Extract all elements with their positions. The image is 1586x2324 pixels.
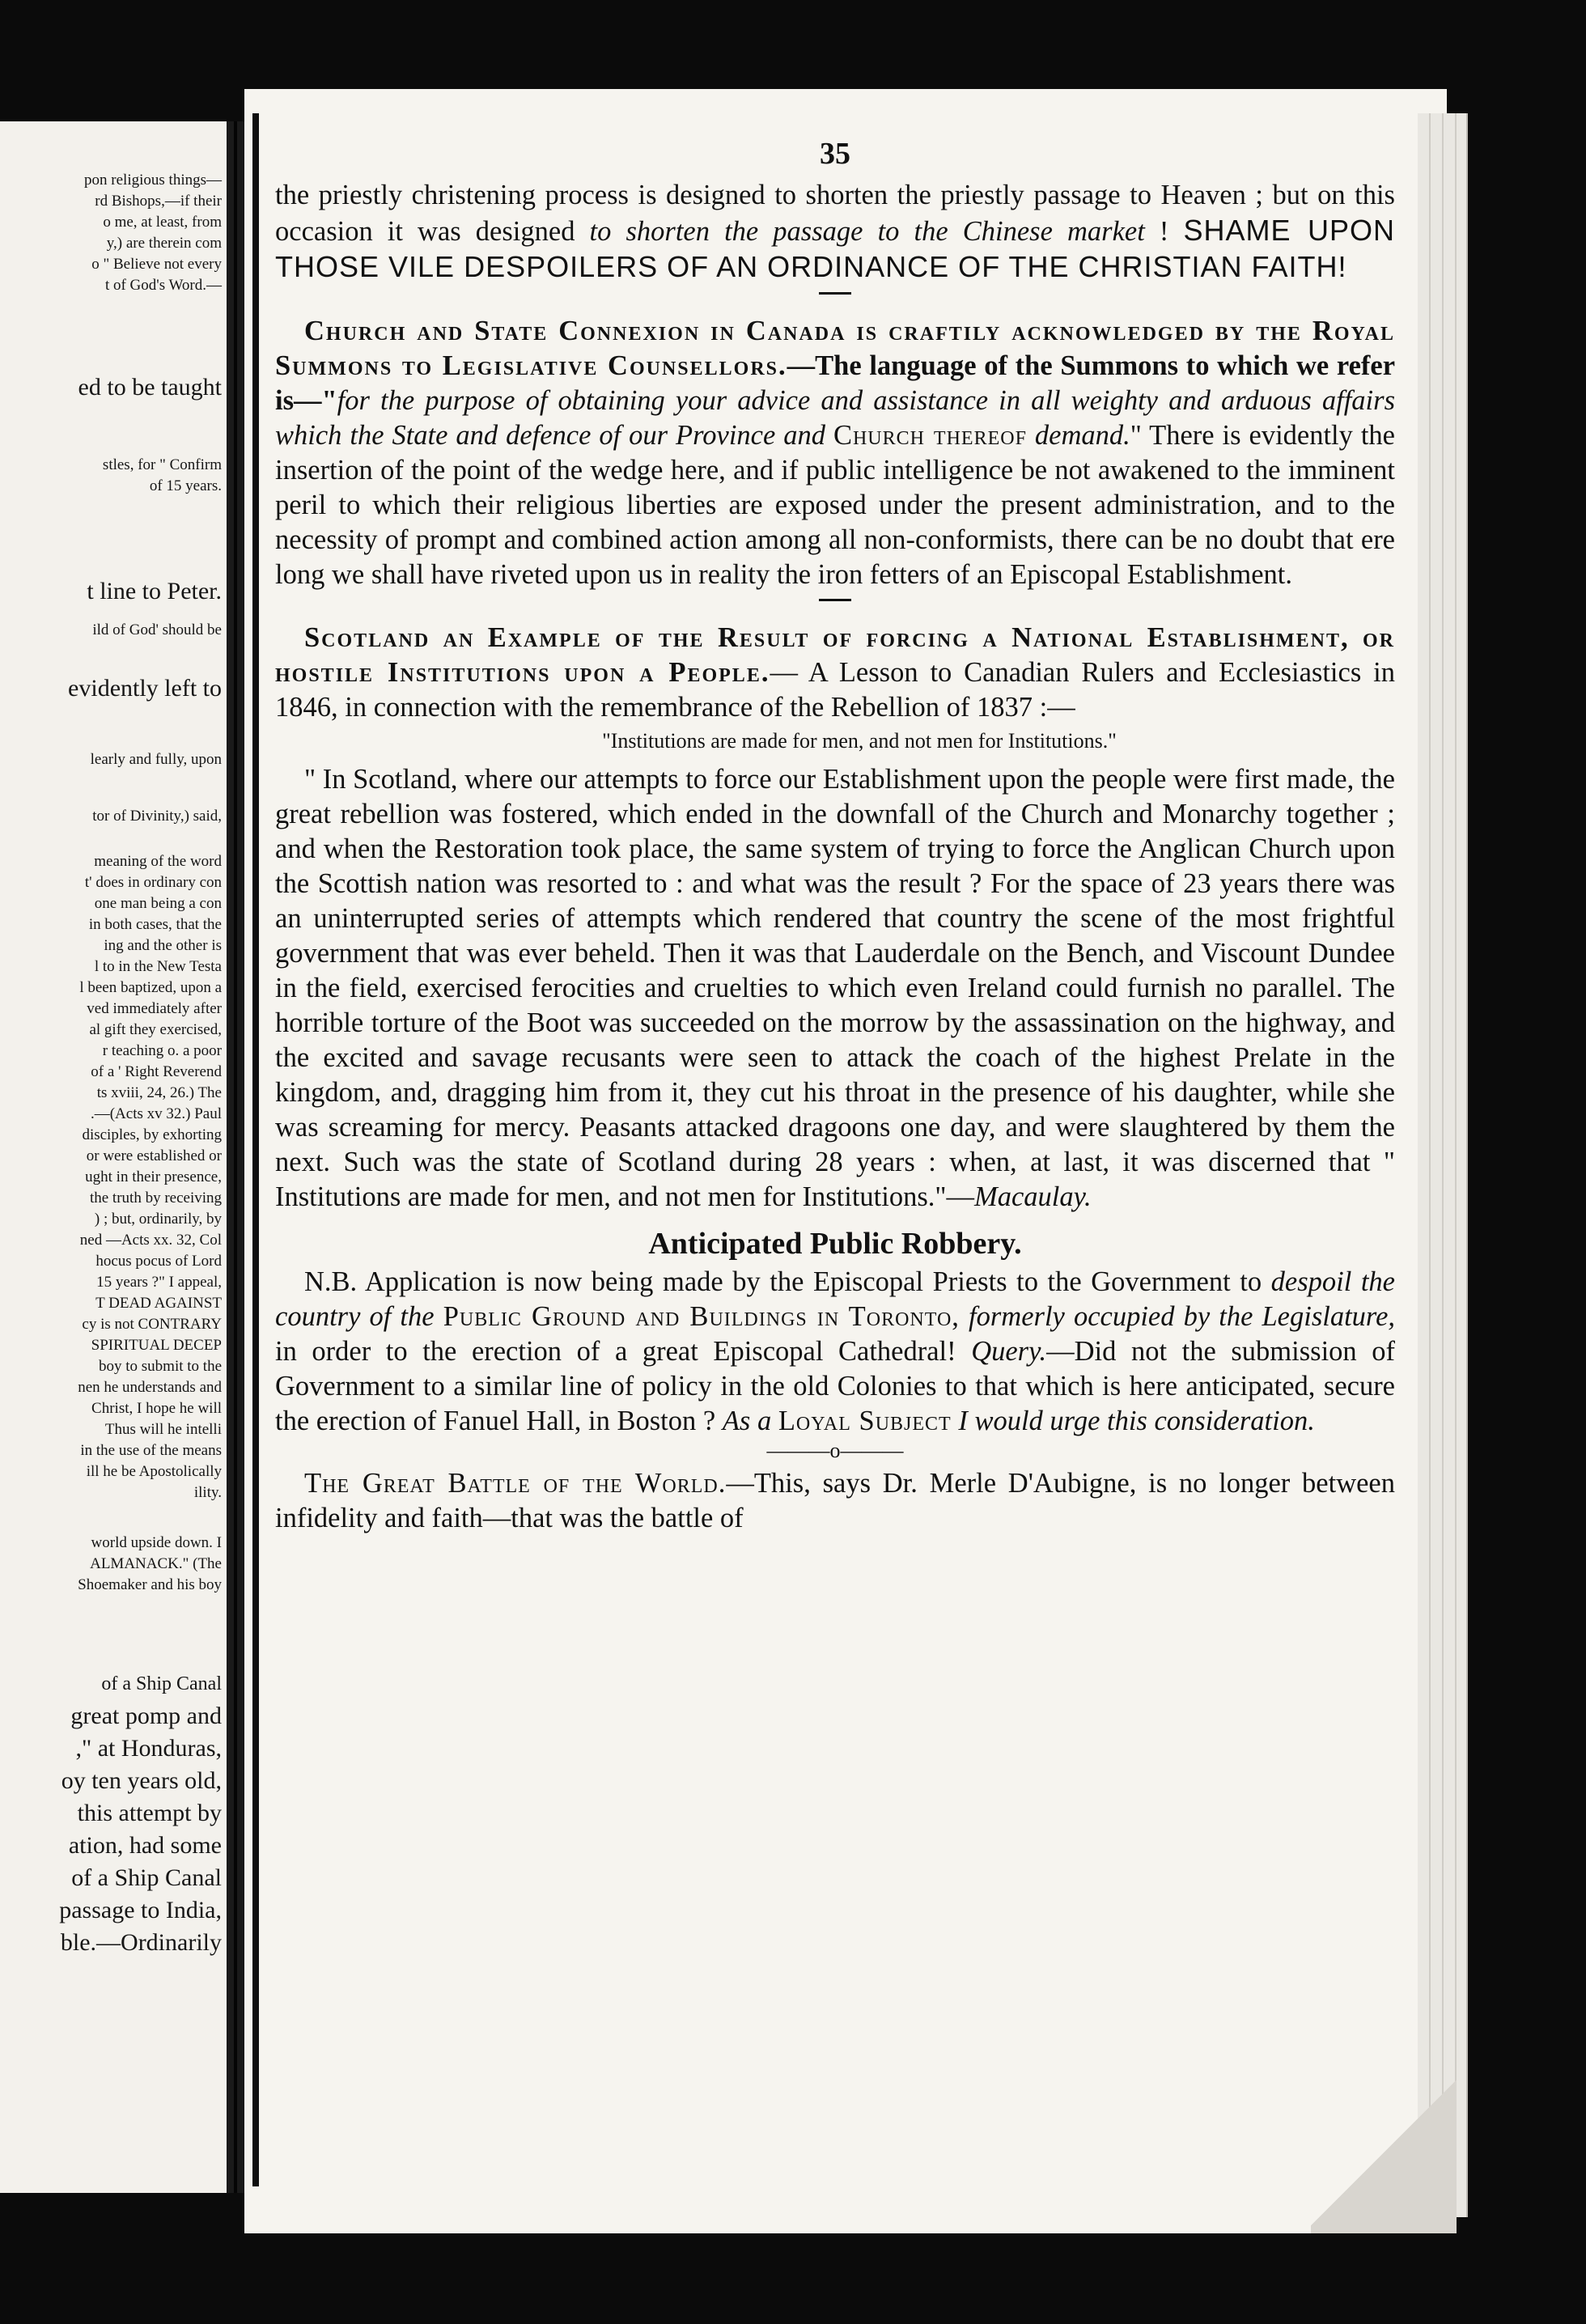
- left-page-line: ed to be taught: [78, 374, 222, 401]
- left-page-line: hocus pocus of Lord: [95, 1253, 222, 1270]
- left-page-line: T DEAD AGAINST: [95, 1295, 222, 1312]
- section-heading: Scotland an Example of the Result of forcing a National Establishment, or hostile Institutions upon a People.: [275, 622, 1395, 688]
- italic-span: formerly occupied by the Legislature,: [959, 1301, 1396, 1332]
- page-corner-fold: [1311, 2072, 1457, 2233]
- shout-text: SHAME UPON THOSE VILE DESPOILERS OF AN ORDINANCE OF THE CHRISTIAN FAITH!: [275, 214, 1395, 283]
- left-page-line: t' does in ordinary con: [84, 874, 222, 891]
- left-page-line: ," at Honduras,: [75, 1735, 222, 1762]
- italic-span: I would urge this consideration.: [951, 1406, 1315, 1436]
- page-content: [275, 136, 1395, 1536]
- text-span: the priestly christening process is designed to shorten the priestly passage to Heaven ; but on this occasion it was designed: [275, 180, 1395, 247]
- left-page-line: 15 years ?" I appeal,: [96, 1274, 222, 1291]
- left-page-line: the truth by receiving: [89, 1190, 222, 1207]
- separator-o: ———o———: [766, 1439, 904, 1462]
- left-page-line: o " Believe not every: [91, 256, 222, 273]
- left-page-line: oy ten years old,: [61, 1767, 222, 1794]
- left-page-line: y,) are therein com: [106, 235, 222, 252]
- left-page-line: boy to submit to the: [99, 1358, 222, 1375]
- paragraph-great-battle: [275, 1466, 1395, 1536]
- left-page-line: in the use of the means: [80, 1442, 222, 1459]
- text-span: in order to the erection of a great Episcopal Cathedral!: [275, 1336, 972, 1367]
- left-page-line: this attempt by: [77, 1800, 222, 1826]
- left-page-line: Christ, I hope he will: [91, 1400, 222, 1417]
- left-page-line: great pomp and: [70, 1703, 222, 1729]
- left-page-line: ing and the other is: [104, 937, 222, 954]
- left-page-line: ill he be Apostolically: [86, 1463, 222, 1480]
- macaulay-quote: [275, 762, 1395, 1215]
- text-span: !: [1144, 216, 1184, 247]
- caps-span: Church thereof: [833, 420, 1027, 451]
- section-heading: The Great Battle of the World.: [304, 1468, 727, 1499]
- page-edge: [1418, 113, 1468, 2217]
- italic-span: despoil the country of the: [275, 1266, 1395, 1332]
- left-page-line: of 15 years.: [149, 477, 222, 494]
- caps-span: Loyal Subject: [778, 1406, 952, 1436]
- left-page-line: or were established or: [86, 1147, 222, 1164]
- bold-span: —The language of the Summons to which we refer is—": [275, 350, 1396, 416]
- italic-span: to shorten the passage to the Chinese market: [589, 216, 1145, 247]
- left-page-line: disciples, by exhorting: [82, 1126, 222, 1143]
- text-span: " There is evidently the insertion of the point of the wedge here, and if public intelligence be not awakened to the imminent peril to which their religious liberties are exposed under the present administration, and to the necessity of prompt and combined action among all non-conformists, there can be no doubt that ere long we shall have riveted upon us in reality the iron fetters of an Episcopal Establishment.: [275, 420, 1395, 590]
- left-page-line: o me, at least, from: [103, 214, 222, 231]
- italic-span: As a: [722, 1406, 778, 1436]
- left-page-line: ught in their presence,: [85, 1168, 222, 1185]
- left-page-line: world upside down. I: [91, 1534, 222, 1551]
- left-page-line: ility.: [193, 1484, 222, 1501]
- text-span: —Did not the submission of Government to a similar line of policy in the old Colonies to that which is here anticipated, secure the erection of Fanuel Hall, in Boston ?: [275, 1336, 1395, 1436]
- separator-dash: [819, 292, 851, 295]
- left-page-line: Shoemaker and his boy: [78, 1576, 222, 1593]
- italic-span: Query.: [971, 1336, 1047, 1367]
- separator-o-letter: o: [829, 1439, 841, 1462]
- left-page-line: ALMANACK." (The: [90, 1555, 222, 1572]
- paragraph-robbery: [275, 1265, 1395, 1439]
- author-name: Macaulay.: [973, 1181, 1092, 1212]
- left-page-line: ble.—Ordinarily: [60, 1929, 222, 1956]
- left-page-line: t of God's Word.—: [104, 277, 222, 294]
- motto-quote: "Institutions are made for men, and not men for Institutions.": [602, 729, 1117, 753]
- text-span: N.B. Application is now being made by the Episcopal Priests to the Government to: [304, 1266, 1271, 1297]
- left-page-line: learly and fully, upon: [90, 751, 222, 768]
- section-title-robbery: Anticipated Public Robbery.: [648, 1227, 1022, 1261]
- page-gutter: [227, 121, 244, 2193]
- paragraph-christening: [275, 178, 1395, 286]
- left-page-line: tor of Divinity,) said,: [92, 808, 222, 825]
- left-page-line: of a ' Right Reverend: [91, 1063, 222, 1080]
- left-page-line: SPIRITUAL DECEP: [91, 1337, 222, 1354]
- left-page-line: passage to India,: [59, 1897, 222, 1923]
- left-page-line: ation, had some: [68, 1832, 222, 1859]
- text-span: — A Lesson to Canadian Rulers and Ecclesiastics in 1846, in connection with the remembrance of the Rebellion of 1837 :—: [275, 657, 1395, 723]
- italic-span: for the purpose of obtaining your advice and assistance in all weighty and arduous affairs which the State and defence of our Province and: [275, 385, 1395, 451]
- left-page-line: nen he understands and: [78, 1379, 222, 1396]
- text-span: " In Scotland, where our attempts to force our Establishment upon the people were first made, the great rebellion was fostered, which ended in the downfall of the Church and Monarchy together ; and when the Restoration took place, the same system of trying to force the Anglican Church upon the Scottish nation was resorted to : and what was the result ? For the space of 23 years there was an uninterrupted series of attempts which rendered that country the scene of the most frightful government that was ever beheld. Then it was that Lauderdale on the Bench, and Viscount Dundee in the field, exercised ferocities and cruelties to which even Ireland could furnish no parallel. The horrible torture of the Boot was succeeded on the morrow by the assassination on the highway, and the excited and savage recusants were seen to attack the coach of the highest Prelate in the kingdom, and, dragging him from it, they cut his throat in the presence of his daughter, while she was screaming for mercy. Peasants attacked dragoons one day, and were slaughtered by them the next. Such was the state of Scotland during 28 years : when, at last, it was discerned that " Institutions are made for men, and not men for Institutions."—: [275, 764, 1395, 1212]
- left-page-line: Thus will he intelli: [104, 1421, 222, 1438]
- left-page-line: ned —Acts xx. 32, Col: [79, 1232, 222, 1249]
- column-rule: [252, 113, 259, 2186]
- left-page-line: ) ; but, ordinarily, by: [94, 1211, 222, 1228]
- left-page-line: al gift they exercised,: [89, 1021, 222, 1038]
- left-page-line: t line to Peter.: [87, 578, 222, 604]
- section-scotland: [275, 621, 1395, 725]
- left-page-line: meaning of the word: [94, 853, 222, 870]
- left-page-line: stles, for " Confirm: [102, 456, 222, 473]
- left-page-line: rd Bishops,—if their: [95, 193, 222, 210]
- caps-span: Public Ground and Buildings in Toronto,: [443, 1301, 960, 1332]
- left-page-line: cy is not CONTRARY: [82, 1316, 222, 1333]
- left-page-line: in both cases, that the: [88, 916, 222, 933]
- left-page-line: ts xviii, 24, 26.) The: [96, 1084, 222, 1101]
- left-page-line: one man being a con: [94, 895, 222, 912]
- separator-dash: [819, 599, 851, 601]
- left-page-line: pon religious things—: [84, 172, 222, 189]
- left-page-line: l to in the New Testa: [94, 958, 222, 975]
- text-span: —This, says Dr. Merle D'Aubigne, is no longer between infidelity and faith—that was the battle of: [275, 1468, 1395, 1533]
- section-church-state: [275, 314, 1395, 592]
- left-page-fragment: [0, 121, 227, 2193]
- left-page-line: evidently left to: [68, 675, 222, 702]
- page-number: 35: [820, 137, 850, 171]
- left-page-line: r teaching o. a poor: [102, 1042, 222, 1059]
- left-page-line: ild of God' should be: [92, 621, 222, 638]
- left-page-line: of a Ship Canal: [101, 1673, 222, 1694]
- section-heading: Church and State Connexion in Canada is craftily acknowledged by the Royal Summons to Legislative Counsellors.: [275, 316, 1395, 381]
- left-page-line: ved immediately after: [87, 1000, 222, 1017]
- left-page-line: .—(Acts xv 32.) Paul: [90, 1105, 222, 1122]
- left-page-line: of a Ship Canal: [71, 1864, 222, 1891]
- left-page-line: l been baptized, upon a: [79, 979, 222, 996]
- italic-span: demand.: [1026, 420, 1130, 451]
